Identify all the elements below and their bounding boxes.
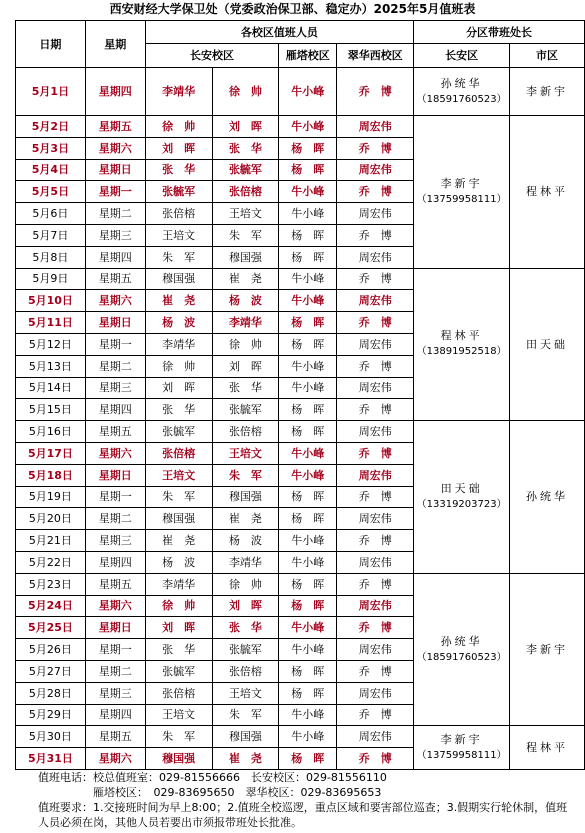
cell-changan-duty-2: 王培文 xyxy=(212,682,279,704)
cell-changan-duty-1: 张 华 xyxy=(145,159,212,181)
cell-date: 5月26日 xyxy=(16,639,86,661)
manager-city-name: 李新宇 xyxy=(510,573,585,726)
cell-weekday: 星期四 xyxy=(85,704,145,726)
cell-cuihua-duty: 周宏伟 xyxy=(337,726,414,748)
cell-weekday: 星期二 xyxy=(85,660,145,682)
cell-cuihua-duty: 乔 博 xyxy=(337,181,414,203)
cell-weekday: 星期四 xyxy=(85,551,145,573)
cell-cuihua-duty: 周宏伟 xyxy=(337,421,414,443)
cell-date: 5月24日 xyxy=(16,595,86,617)
cell-changan-duty-2: 朱 军 xyxy=(212,704,279,726)
cell-weekday: 星期一 xyxy=(85,486,145,508)
manager-changan-name: 孙统华 xyxy=(440,76,483,90)
cell-weekday: 星期六 xyxy=(85,442,145,464)
cell-changan-duty-1: 杨 波 xyxy=(145,551,212,573)
cell-cuihua-duty: 周宏伟 xyxy=(337,116,414,138)
cell-weekday: 星期六 xyxy=(85,748,145,770)
cell-cuihua-duty: 乔 博 xyxy=(337,573,414,595)
cell-date: 5月6日 xyxy=(16,203,86,225)
cell-weekday: 星期六 xyxy=(85,137,145,159)
cell-changan-duty-1: 王培文 xyxy=(145,704,212,726)
cell-changan-duty-2: 张倍榕 xyxy=(212,660,279,682)
cell-date: 5月2日 xyxy=(16,116,86,138)
cell-yanta-duty: 牛小峰 xyxy=(279,530,337,552)
cell-yanta-duty: 牛小峰 xyxy=(279,116,337,138)
cell-weekday: 星期五 xyxy=(85,726,145,748)
cell-date: 5月17日 xyxy=(16,442,86,464)
cell-changan-duty-1: 王培文 xyxy=(145,224,212,246)
manager-city-name: 程林平 xyxy=(510,726,585,770)
cell-changan-duty-2: 杨 波 xyxy=(212,530,279,552)
cell-yanta-duty: 牛小峰 xyxy=(279,551,337,573)
cell-date: 5月9日 xyxy=(16,268,86,290)
cell-changan-duty-1: 刘 晖 xyxy=(145,377,212,399)
cell-cuihua-duty: 周宏伟 xyxy=(337,290,414,312)
cell-weekday: 星期日 xyxy=(85,464,145,486)
cell-cuihua-duty: 乔 博 xyxy=(337,704,414,726)
cell-date: 5月23日 xyxy=(16,573,86,595)
cell-cuihua-duty: 乔 博 xyxy=(337,486,414,508)
cell-changan-duty-1: 徐 帅 xyxy=(145,116,212,138)
manager-changan-cell xyxy=(414,68,510,116)
cell-changan-duty-2: 刘 晖 xyxy=(212,595,279,617)
cell-cuihua-duty: 乔 博 xyxy=(337,137,414,159)
manager-changan-cell xyxy=(414,726,510,770)
cell-changan-duty-2: 张 华 xyxy=(212,377,279,399)
cell-changan-duty-2: 朱 军 xyxy=(212,224,279,246)
cell-changan-duty-2: 张毓军 xyxy=(212,159,279,181)
cell-date: 5月1日 xyxy=(16,68,86,116)
cell-changan-duty-2: 张倍榕 xyxy=(212,181,279,203)
cell-changan-duty-1: 穆国强 xyxy=(145,748,212,770)
cell-weekday: 星期四 xyxy=(85,68,145,116)
cell-date: 5月8日 xyxy=(16,246,86,268)
cell-changan-duty-2: 杨 波 xyxy=(212,290,279,312)
cell-changan-duty-2: 朱 军 xyxy=(212,464,279,486)
header-date: 日期 xyxy=(16,21,86,68)
cell-weekday: 星期三 xyxy=(85,530,145,552)
cell-date: 5月29日 xyxy=(16,704,86,726)
cell-weekday: 星期五 xyxy=(85,116,145,138)
manager-changan-name: 孙统华 xyxy=(440,634,483,648)
cell-weekday: 星期日 xyxy=(85,617,145,639)
cell-changan-duty-2: 张 华 xyxy=(212,617,279,639)
cell-changan-duty-2: 刘 晖 xyxy=(212,116,279,138)
cell-date: 5月27日 xyxy=(16,660,86,682)
cell-changan-duty-2: 王培文 xyxy=(212,442,279,464)
cell-changan-duty-2: 徐 帅 xyxy=(212,333,279,355)
cell-changan-duty-2: 张毓军 xyxy=(212,399,279,421)
cell-weekday: 星期六 xyxy=(85,595,145,617)
cell-changan-duty-1: 张毓军 xyxy=(145,660,212,682)
duty-schedule-table xyxy=(15,20,585,770)
cell-date: 5月3日 xyxy=(16,137,86,159)
table-row xyxy=(16,726,585,748)
cell-cuihua-duty: 周宏伟 xyxy=(337,159,414,181)
cell-weekday: 星期四 xyxy=(85,399,145,421)
cell-cuihua-duty: 乔 博 xyxy=(337,617,414,639)
header-campus-cuihua: 翠华西校区 xyxy=(337,44,414,68)
duty-phone-line: 值班电话：校总值班室：029-81556666 长安校区：029-81556110 xyxy=(38,771,387,784)
cell-yanta-duty: 杨 晖 xyxy=(279,660,337,682)
cell-date: 5月11日 xyxy=(16,312,86,334)
cell-changan-duty-1: 王培文 xyxy=(145,464,212,486)
cell-cuihua-duty: 周宏伟 xyxy=(337,682,414,704)
cell-weekday: 星期日 xyxy=(85,312,145,334)
cell-yanta-duty: 牛小峰 xyxy=(279,290,337,312)
cell-changan-duty-2: 刘 晖 xyxy=(212,355,279,377)
cell-cuihua-duty: 周宏伟 xyxy=(337,333,414,355)
cell-changan-duty-2: 张 华 xyxy=(212,137,279,159)
cell-changan-duty-1: 张毓军 xyxy=(145,421,212,443)
cell-cuihua-duty: 乔 博 xyxy=(337,224,414,246)
cell-changan-duty-2: 穆国强 xyxy=(212,726,279,748)
cell-yanta-duty: 杨 晖 xyxy=(279,159,337,181)
manager-changan-phone: （13759958111） xyxy=(416,749,507,761)
duty-table-body xyxy=(16,68,585,770)
cell-yanta-duty: 牛小峰 xyxy=(279,464,337,486)
manager-changan-phone: （13891952518） xyxy=(416,346,507,358)
cell-weekday: 星期一 xyxy=(85,333,145,355)
cell-changan-duty-1: 穆国强 xyxy=(145,268,212,290)
cell-cuihua-duty: 乔 博 xyxy=(337,660,414,682)
manager-changan-phone: （18591760523） xyxy=(416,651,507,663)
table-row xyxy=(16,573,585,595)
cell-yanta-duty: 杨 晖 xyxy=(279,224,337,246)
cell-changan-duty-1: 朱 军 xyxy=(145,246,212,268)
cell-changan-duty-2: 张毓军 xyxy=(212,639,279,661)
cell-date: 5月21日 xyxy=(16,530,86,552)
cell-date: 5月22日 xyxy=(16,551,86,573)
cell-weekday: 星期三 xyxy=(85,682,145,704)
cell-weekday: 星期一 xyxy=(85,181,145,203)
cell-cuihua-duty: 乔 博 xyxy=(337,268,414,290)
header-manager-city: 市区 xyxy=(510,44,585,68)
cell-yanta-duty: 牛小峰 xyxy=(279,639,337,661)
cell-changan-duty-1: 朱 军 xyxy=(145,486,212,508)
cell-changan-duty-2: 穆国强 xyxy=(212,486,279,508)
cell-yanta-duty: 牛小峰 xyxy=(279,704,337,726)
cell-yanta-duty: 杨 晖 xyxy=(279,137,337,159)
table-row xyxy=(16,268,585,290)
cell-cuihua-duty: 乔 博 xyxy=(337,442,414,464)
cell-cuihua-duty: 周宏伟 xyxy=(337,246,414,268)
cell-changan-duty-1: 崔 尧 xyxy=(145,290,212,312)
cell-changan-duty-1: 李靖华 xyxy=(145,68,212,116)
cell-date: 5月30日 xyxy=(16,726,86,748)
cell-yanta-duty: 杨 晖 xyxy=(279,421,337,443)
manager-changan-cell xyxy=(414,421,510,574)
cell-weekday: 星期三 xyxy=(85,224,145,246)
cell-changan-duty-1: 徐 帅 xyxy=(145,595,212,617)
duty-phone-line-2: 雁塔校区： 029-83695650 翠华校区：029-83695653 xyxy=(38,786,382,799)
table-row xyxy=(16,421,585,443)
cell-weekday: 星期五 xyxy=(85,268,145,290)
cell-cuihua-duty: 周宏伟 xyxy=(337,551,414,573)
cell-date: 5月28日 xyxy=(16,682,86,704)
manager-city-name: 田天础 xyxy=(510,268,585,421)
cell-weekday: 星期三 xyxy=(85,377,145,399)
manager-changan-name: 田天础 xyxy=(440,481,483,495)
cell-date: 5月14日 xyxy=(16,377,86,399)
header-manager-group: 分区带班处长 xyxy=(414,21,585,44)
cell-changan-duty-2: 穆国强 xyxy=(212,246,279,268)
cell-weekday: 星期四 xyxy=(85,246,145,268)
cell-changan-duty-1: 张倍榕 xyxy=(145,203,212,225)
duty-requirements: 值班要求：1.交接班时间为早上8:00；2.值班全校巡逻，重点区域和要害部位巡查；3.假期实行轮休制，值班人员必须在岗，其他人员若要出市须报带班处长批准。 xyxy=(38,801,568,829)
cell-changan-duty-2: 崔 尧 xyxy=(212,268,279,290)
manager-changan-cell xyxy=(414,573,510,726)
cell-date: 5月10日 xyxy=(16,290,86,312)
manager-city-name: 李新宇 xyxy=(510,68,585,116)
manager-changan-name: 程林平 xyxy=(440,329,483,343)
page-title: 西安财经大学保卫处（党委政治保卫部、稳定办）2025年5月值班表 xyxy=(109,2,476,16)
manager-changan-name: 李新宇 xyxy=(440,176,483,190)
cell-changan-duty-1: 杨 波 xyxy=(145,312,212,334)
cell-date: 5月18日 xyxy=(16,464,86,486)
manager-changan-cell xyxy=(414,116,510,269)
cell-weekday: 星期六 xyxy=(85,290,145,312)
cell-changan-duty-1: 崔 尧 xyxy=(145,530,212,552)
cell-changan-duty-1: 李靖华 xyxy=(145,573,212,595)
cell-yanta-duty: 牛小峰 xyxy=(279,203,337,225)
cell-changan-duty-2: 徐 帅 xyxy=(212,68,279,116)
cell-changan-duty-1: 穆国强 xyxy=(145,508,212,530)
cell-date: 5月31日 xyxy=(16,748,86,770)
cell-cuihua-duty: 周宏伟 xyxy=(337,595,414,617)
cell-cuihua-duty: 乔 博 xyxy=(337,312,414,334)
cell-cuihua-duty: 周宏伟 xyxy=(337,508,414,530)
header-campus-group: 各校区值班人员 xyxy=(145,21,413,44)
cell-changan-duty-1: 徐 帅 xyxy=(145,355,212,377)
manager-changan-phone: （13319203723） xyxy=(416,498,507,510)
cell-yanta-duty: 牛小峰 xyxy=(279,617,337,639)
manager-city-name: 程林平 xyxy=(510,116,585,269)
cell-changan-duty-2: 李靖华 xyxy=(212,551,279,573)
manager-changan-cell xyxy=(414,268,510,421)
header-manager-changan: 长安区 xyxy=(414,44,510,68)
header-weekday: 星期 xyxy=(85,21,145,68)
cell-yanta-duty: 牛小峰 xyxy=(279,377,337,399)
cell-weekday: 星期二 xyxy=(85,508,145,530)
cell-yanta-duty: 杨 晖 xyxy=(279,682,337,704)
cell-date: 5月16日 xyxy=(16,421,86,443)
cell-yanta-duty: 牛小峰 xyxy=(279,355,337,377)
cell-cuihua-duty: 周宏伟 xyxy=(337,639,414,661)
cell-date: 5月12日 xyxy=(16,333,86,355)
table-row xyxy=(16,68,585,116)
cell-weekday: 星期日 xyxy=(85,159,145,181)
cell-date: 5月15日 xyxy=(16,399,86,421)
cell-changan-duty-2: 王培文 xyxy=(212,203,279,225)
cell-changan-duty-1: 刘 晖 xyxy=(145,137,212,159)
cell-date: 5月4日 xyxy=(16,159,86,181)
cell-weekday: 星期二 xyxy=(85,203,145,225)
cell-changan-duty-2: 徐 帅 xyxy=(212,573,279,595)
cell-yanta-duty: 牛小峰 xyxy=(279,726,337,748)
cell-weekday: 星期五 xyxy=(85,573,145,595)
manager-changan-name: 李新宇 xyxy=(440,732,483,746)
cell-cuihua-duty: 乔 博 xyxy=(337,68,414,116)
cell-yanta-duty: 杨 晖 xyxy=(279,573,337,595)
cell-cuihua-duty: 乔 博 xyxy=(337,748,414,770)
table-row xyxy=(16,116,585,138)
cell-cuihua-duty: 周宏伟 xyxy=(337,377,414,399)
cell-cuihua-duty: 乔 博 xyxy=(337,530,414,552)
cell-changan-duty-2: 李靖华 xyxy=(212,312,279,334)
manager-city-name: 孙统华 xyxy=(510,421,585,574)
cell-date: 5月7日 xyxy=(16,224,86,246)
manager-changan-phone: （18591760523） xyxy=(416,93,507,105)
cell-changan-duty-2: 崔 尧 xyxy=(212,748,279,770)
header-campus-yanta: 雁塔校区 xyxy=(279,44,337,68)
cell-weekday: 星期五 xyxy=(85,421,145,443)
cell-cuihua-duty: 周宏伟 xyxy=(337,203,414,225)
cell-yanta-duty: 杨 晖 xyxy=(279,508,337,530)
cell-yanta-duty: 牛小峰 xyxy=(279,268,337,290)
cell-yanta-duty: 牛小峰 xyxy=(279,181,337,203)
cell-changan-duty-1: 张 华 xyxy=(145,639,212,661)
footer-notes xyxy=(38,770,578,830)
cell-date: 5月20日 xyxy=(16,508,86,530)
header-campus-changan: 长安校区 xyxy=(145,44,279,68)
cell-yanta-duty: 杨 晖 xyxy=(279,748,337,770)
cell-yanta-duty: 杨 晖 xyxy=(279,333,337,355)
cell-changan-duty-1: 朱 军 xyxy=(145,726,212,748)
manager-changan-phone: （13759958111） xyxy=(416,193,507,205)
cell-changan-duty-2: 张倍榕 xyxy=(212,421,279,443)
cell-date: 5月5日 xyxy=(16,181,86,203)
cell-yanta-duty: 杨 晖 xyxy=(279,486,337,508)
cell-yanta-duty: 牛小峰 xyxy=(279,442,337,464)
cell-changan-duty-1: 张毓军 xyxy=(145,181,212,203)
cell-changan-duty-1: 张 华 xyxy=(145,399,212,421)
cell-changan-duty-1: 刘 晖 xyxy=(145,617,212,639)
cell-date: 5月13日 xyxy=(16,355,86,377)
cell-changan-duty-1: 李靖华 xyxy=(145,333,212,355)
cell-changan-duty-1: 张倍榕 xyxy=(145,442,212,464)
cell-changan-duty-1: 张倍榕 xyxy=(145,682,212,704)
cell-cuihua-duty: 乔 博 xyxy=(337,355,414,377)
cell-yanta-duty: 杨 晖 xyxy=(279,399,337,421)
cell-yanta-duty: 牛小峰 xyxy=(279,68,337,116)
cell-weekday: 星期一 xyxy=(85,639,145,661)
cell-cuihua-duty: 乔 博 xyxy=(337,399,414,421)
cell-weekday: 星期二 xyxy=(85,355,145,377)
cell-date: 5月19日 xyxy=(16,486,86,508)
cell-date: 5月25日 xyxy=(16,617,86,639)
cell-changan-duty-2: 崔 尧 xyxy=(212,508,279,530)
cell-yanta-duty: 杨 晖 xyxy=(279,595,337,617)
cell-yanta-duty: 杨 晖 xyxy=(279,246,337,268)
cell-yanta-duty: 杨 晖 xyxy=(279,312,337,334)
cell-cuihua-duty: 周宏伟 xyxy=(337,464,414,486)
